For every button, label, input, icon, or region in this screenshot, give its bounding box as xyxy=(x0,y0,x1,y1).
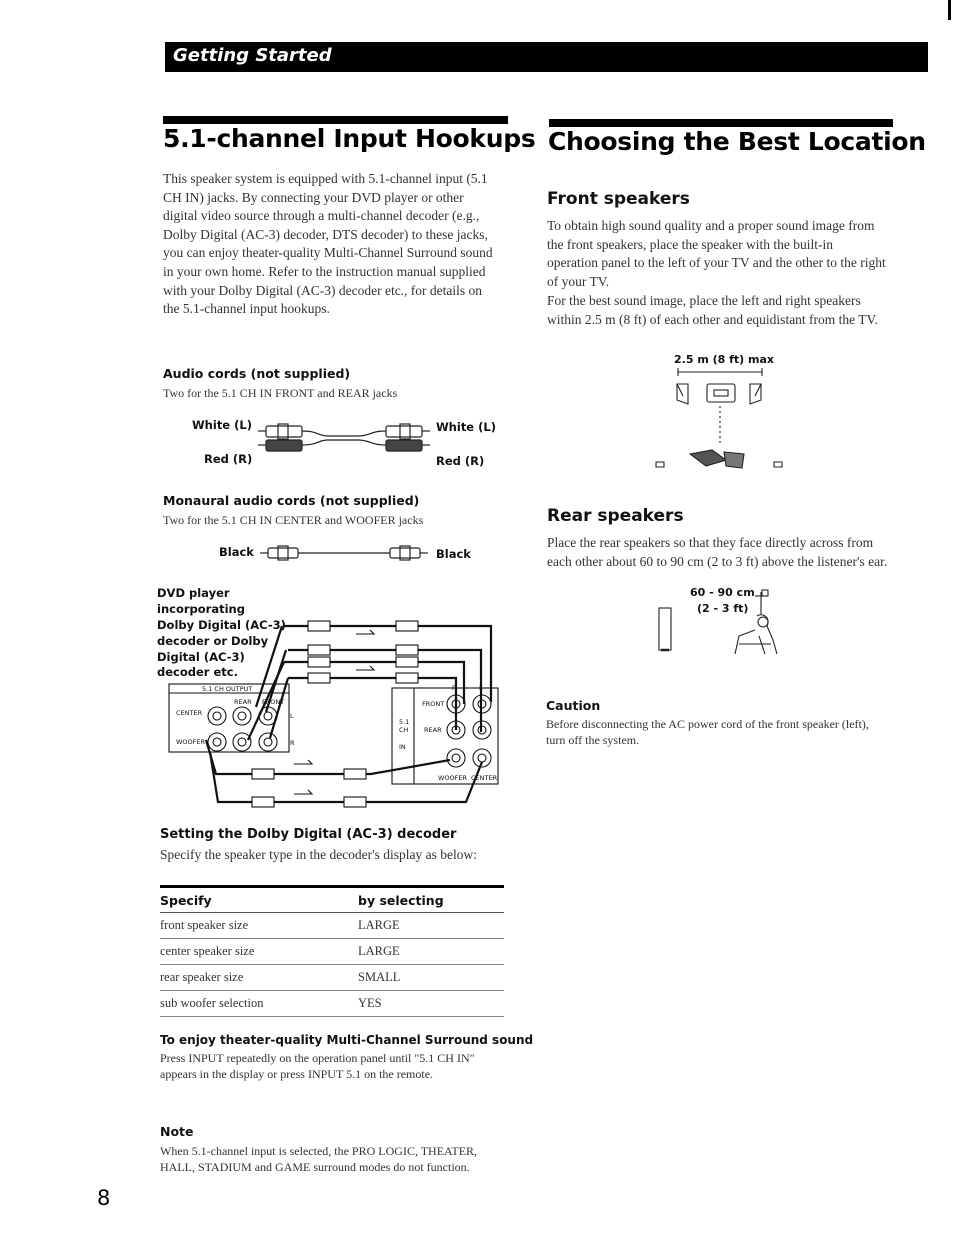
decoder-heading: Setting the Dolby Digital (AC-3) decoder xyxy=(160,827,457,842)
title-rule-right xyxy=(549,119,893,127)
table-header-selecting: by selecting xyxy=(358,887,504,913)
table-header-row xyxy=(160,887,504,913)
right-title: Choosing the Best Location xyxy=(548,127,926,156)
edge-mark xyxy=(948,0,951,20)
r-in-label: R xyxy=(452,684,457,692)
ch-label: CH xyxy=(399,726,409,734)
table-cell: YES xyxy=(358,991,504,1017)
woofer-out-label: WOOFER xyxy=(176,738,206,746)
dvd-label-4: decoder or Dolby xyxy=(157,634,269,648)
section-header-title: Getting Started xyxy=(173,45,332,66)
dvd-label-1: DVD player xyxy=(157,586,230,600)
dvd-label-5: Digital (AC-3) xyxy=(157,650,245,664)
l-out-label: L xyxy=(290,712,294,720)
front-in-label: FRONT xyxy=(422,700,445,708)
rear-speakers-text: Place the rear speakers so that they face directly across from each other about 60 to 90 cm (2 to 3 ft) above the listener's ear. xyxy=(547,535,888,569)
stereo-cord-illustration xyxy=(258,422,430,456)
dvd-label-3: Dolby Digital (AC-3) xyxy=(157,618,286,632)
red-r-label-right: Red (R) xyxy=(436,454,485,468)
rear-distance-label-2: (2 - 3 ft) xyxy=(697,602,749,615)
table-row xyxy=(160,939,504,965)
decoder-settings-table xyxy=(160,885,504,1017)
front-speaker-illustration xyxy=(650,366,790,476)
rear-distance-label-1: 60 - 90 cm xyxy=(690,586,755,599)
table-row xyxy=(160,965,504,991)
audio-cords-text: Two for the 5.1 CH IN FRONT and REAR jacks xyxy=(163,386,398,400)
table-header-specify: Specify xyxy=(160,887,358,913)
note-text: When 5.1-channel input is selected, the PRO LOGIC, THEATER, HALL, STADIUM and GAME surround modes do not function. xyxy=(160,1144,478,1174)
hookup-diagram xyxy=(166,612,508,812)
woofer-in-label: WOOFER xyxy=(438,774,468,782)
section-header-bar xyxy=(165,42,928,72)
enjoy-heading: To enjoy theater-quality Multi-Channel Surround sound xyxy=(160,1033,534,1047)
table-cell: center speaker size xyxy=(160,939,358,965)
audio-cords-heading: Audio cords (not supplied) xyxy=(163,366,351,381)
enjoy-text: Press INPUT repeatedly on the operation panel until "5.1 CH IN" appears in the display or press INPUT 5.1 on the remote. xyxy=(160,1051,475,1081)
mono-cords-text: Two for the 5.1 CH IN CENTER and WOOFER jacks xyxy=(163,513,424,527)
dvd-label-2: incorporating xyxy=(157,602,245,616)
caution-text: Before disconnecting the AC power cord of the front speaker (left), turn off the system. xyxy=(546,717,869,747)
title-rule-left xyxy=(163,116,508,124)
table-cell: rear speaker size xyxy=(160,965,358,991)
red-r-label-left: Red (R) xyxy=(204,452,253,466)
table-cell: SMALL xyxy=(358,965,504,991)
front-out-label: FRONT xyxy=(262,698,285,706)
rear-out-label: REAR xyxy=(234,698,252,706)
decoder-text: Specify the speaker type in the decoder's display as below: xyxy=(160,847,477,862)
black-label-right: Black xyxy=(436,547,471,561)
front-speakers-text-1: To obtain high sound quality and a proper sound image from the front speakers, place the speaker with the built-in operation panel to the left of your TV and the other to the right of your TV. xyxy=(547,218,886,289)
white-l-label-left: White (L) xyxy=(192,418,252,432)
table-cell: sub woofer selection xyxy=(160,991,358,1017)
table-row xyxy=(160,991,504,1017)
page-number: 8 xyxy=(97,1186,111,1210)
mono-cords-heading: Monaural audio cords (not supplied) xyxy=(163,493,420,508)
rear-speakers-heading: Rear speakers xyxy=(547,506,684,526)
l-in-label: L xyxy=(479,684,483,692)
black-label-left: Black xyxy=(219,545,254,559)
center-out-label: CENTER xyxy=(176,709,203,717)
front-speakers-heading: Front speakers xyxy=(547,189,690,209)
ch-output-label: 5.1 CH OUTPUT xyxy=(202,685,253,693)
white-l-label-right: White (L) xyxy=(436,420,496,434)
rear-in-label: REAR xyxy=(424,726,442,734)
dvd-label-6: decoder etc. xyxy=(157,665,238,679)
left-title: 5.1-channel Input Hookups xyxy=(163,124,536,153)
table-cell: front speaker size xyxy=(160,913,358,939)
mono-cord-illustration xyxy=(260,545,428,561)
caution-heading: Caution xyxy=(546,698,601,713)
rear-speaker-illustration xyxy=(655,588,785,658)
front-distance-label: 2.5 m (8 ft) max xyxy=(674,353,774,366)
left-intro: This speaker system is equipped with 5.1-channel input (5.1 CH IN) jacks. By connecting your DVD player or other digital video source through a multi-channel decoder (e.g., Dolby Digital (AC-3) decoder, DTS decoder) to these jacks, you can enjoy theater-quality Multi-Channel Surround sound in your own home. Refer to the instruction manual supplied with your Dolby Digital (AC-3) decoder etc., for details on the 5.1-channel input hookups. xyxy=(163,171,493,317)
front-speakers-text-2: For the best sound image, place the left and right speakers within 2.5 m (8 ft) of each other and equidistant from the TV. xyxy=(547,293,878,327)
note-heading: Note xyxy=(160,1124,194,1139)
table-row xyxy=(160,913,504,939)
r-out-label: R xyxy=(290,739,295,747)
table-cell: LARGE xyxy=(358,939,504,965)
ch51-label: 5.1 xyxy=(399,718,410,726)
center-in-label: CENTER xyxy=(471,774,498,782)
in-label: IN xyxy=(399,743,406,751)
table-cell: LARGE xyxy=(358,913,504,939)
